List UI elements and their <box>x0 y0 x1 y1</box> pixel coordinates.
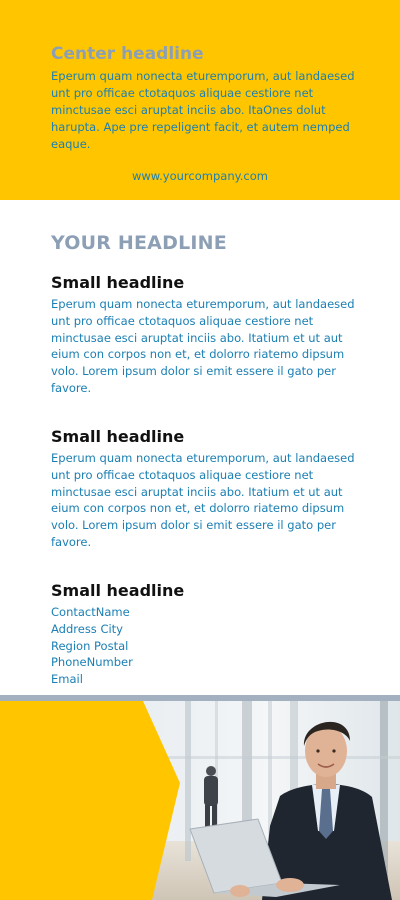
bottom-photo-area <box>0 701 400 900</box>
top-body-text: Eperum quam nonecta eturemporum, aut landaesed unt pro officae ctotaquos aliquae cestiore net minctusae esci aruptat inciis abo. ItaOnes dolut harupta. Ape pre repeligent facit, et autem nemped eaque. <box>51 69 355 151</box>
contact-region-postal: Region Postal <box>51 638 129 653</box>
center-headline: Center headline <box>51 44 204 64</box>
top-text-block <box>51 44 361 153</box>
top-yellow-band <box>0 0 400 200</box>
section-1-body: Eperum quam nonecta eturemporum, aut landaesed unt pro officae ctotaquos aliquae cestiore net minctusae esci aruptat inciis abo. Itatium et ut aut eium con corpos non et, et dolorro riatemo dipsum volo. Lorem ipsum dolor si emit essere il gato per favore. <box>51 297 355 395</box>
contact-address-city: Address City <box>51 621 123 636</box>
contact-section <box>51 580 361 688</box>
main-content <box>51 230 361 687</box>
businessman-photo <box>0 701 400 900</box>
section-1-title: Small headline <box>51 273 185 292</box>
section-2-body: Eperum quam nonecta eturemporum, aut landaesed unt pro officae ctotaquos aliquae cestiore net minctusae esci aruptat inciis abo. Itatium et ut aut eium con corpos non et, et dolorro riatemo dipsum volo. Lorem ipsum dolor si emit essere il gato per favore. <box>51 451 355 549</box>
section-2-title: Small headline <box>51 427 185 446</box>
contact-email[interactable]: Email <box>51 672 83 687</box>
section-1 <box>51 272 361 397</box>
contact-name: ContactName <box>51 605 130 619</box>
main-headline: YOUR HEADLINE <box>51 232 227 254</box>
contact-title: Small headline <box>51 581 185 600</box>
website-link[interactable]: www.yourcompany.com <box>131 169 268 183</box>
section-2 <box>51 426 361 551</box>
contact-phone: PhoneNumber <box>51 655 133 670</box>
